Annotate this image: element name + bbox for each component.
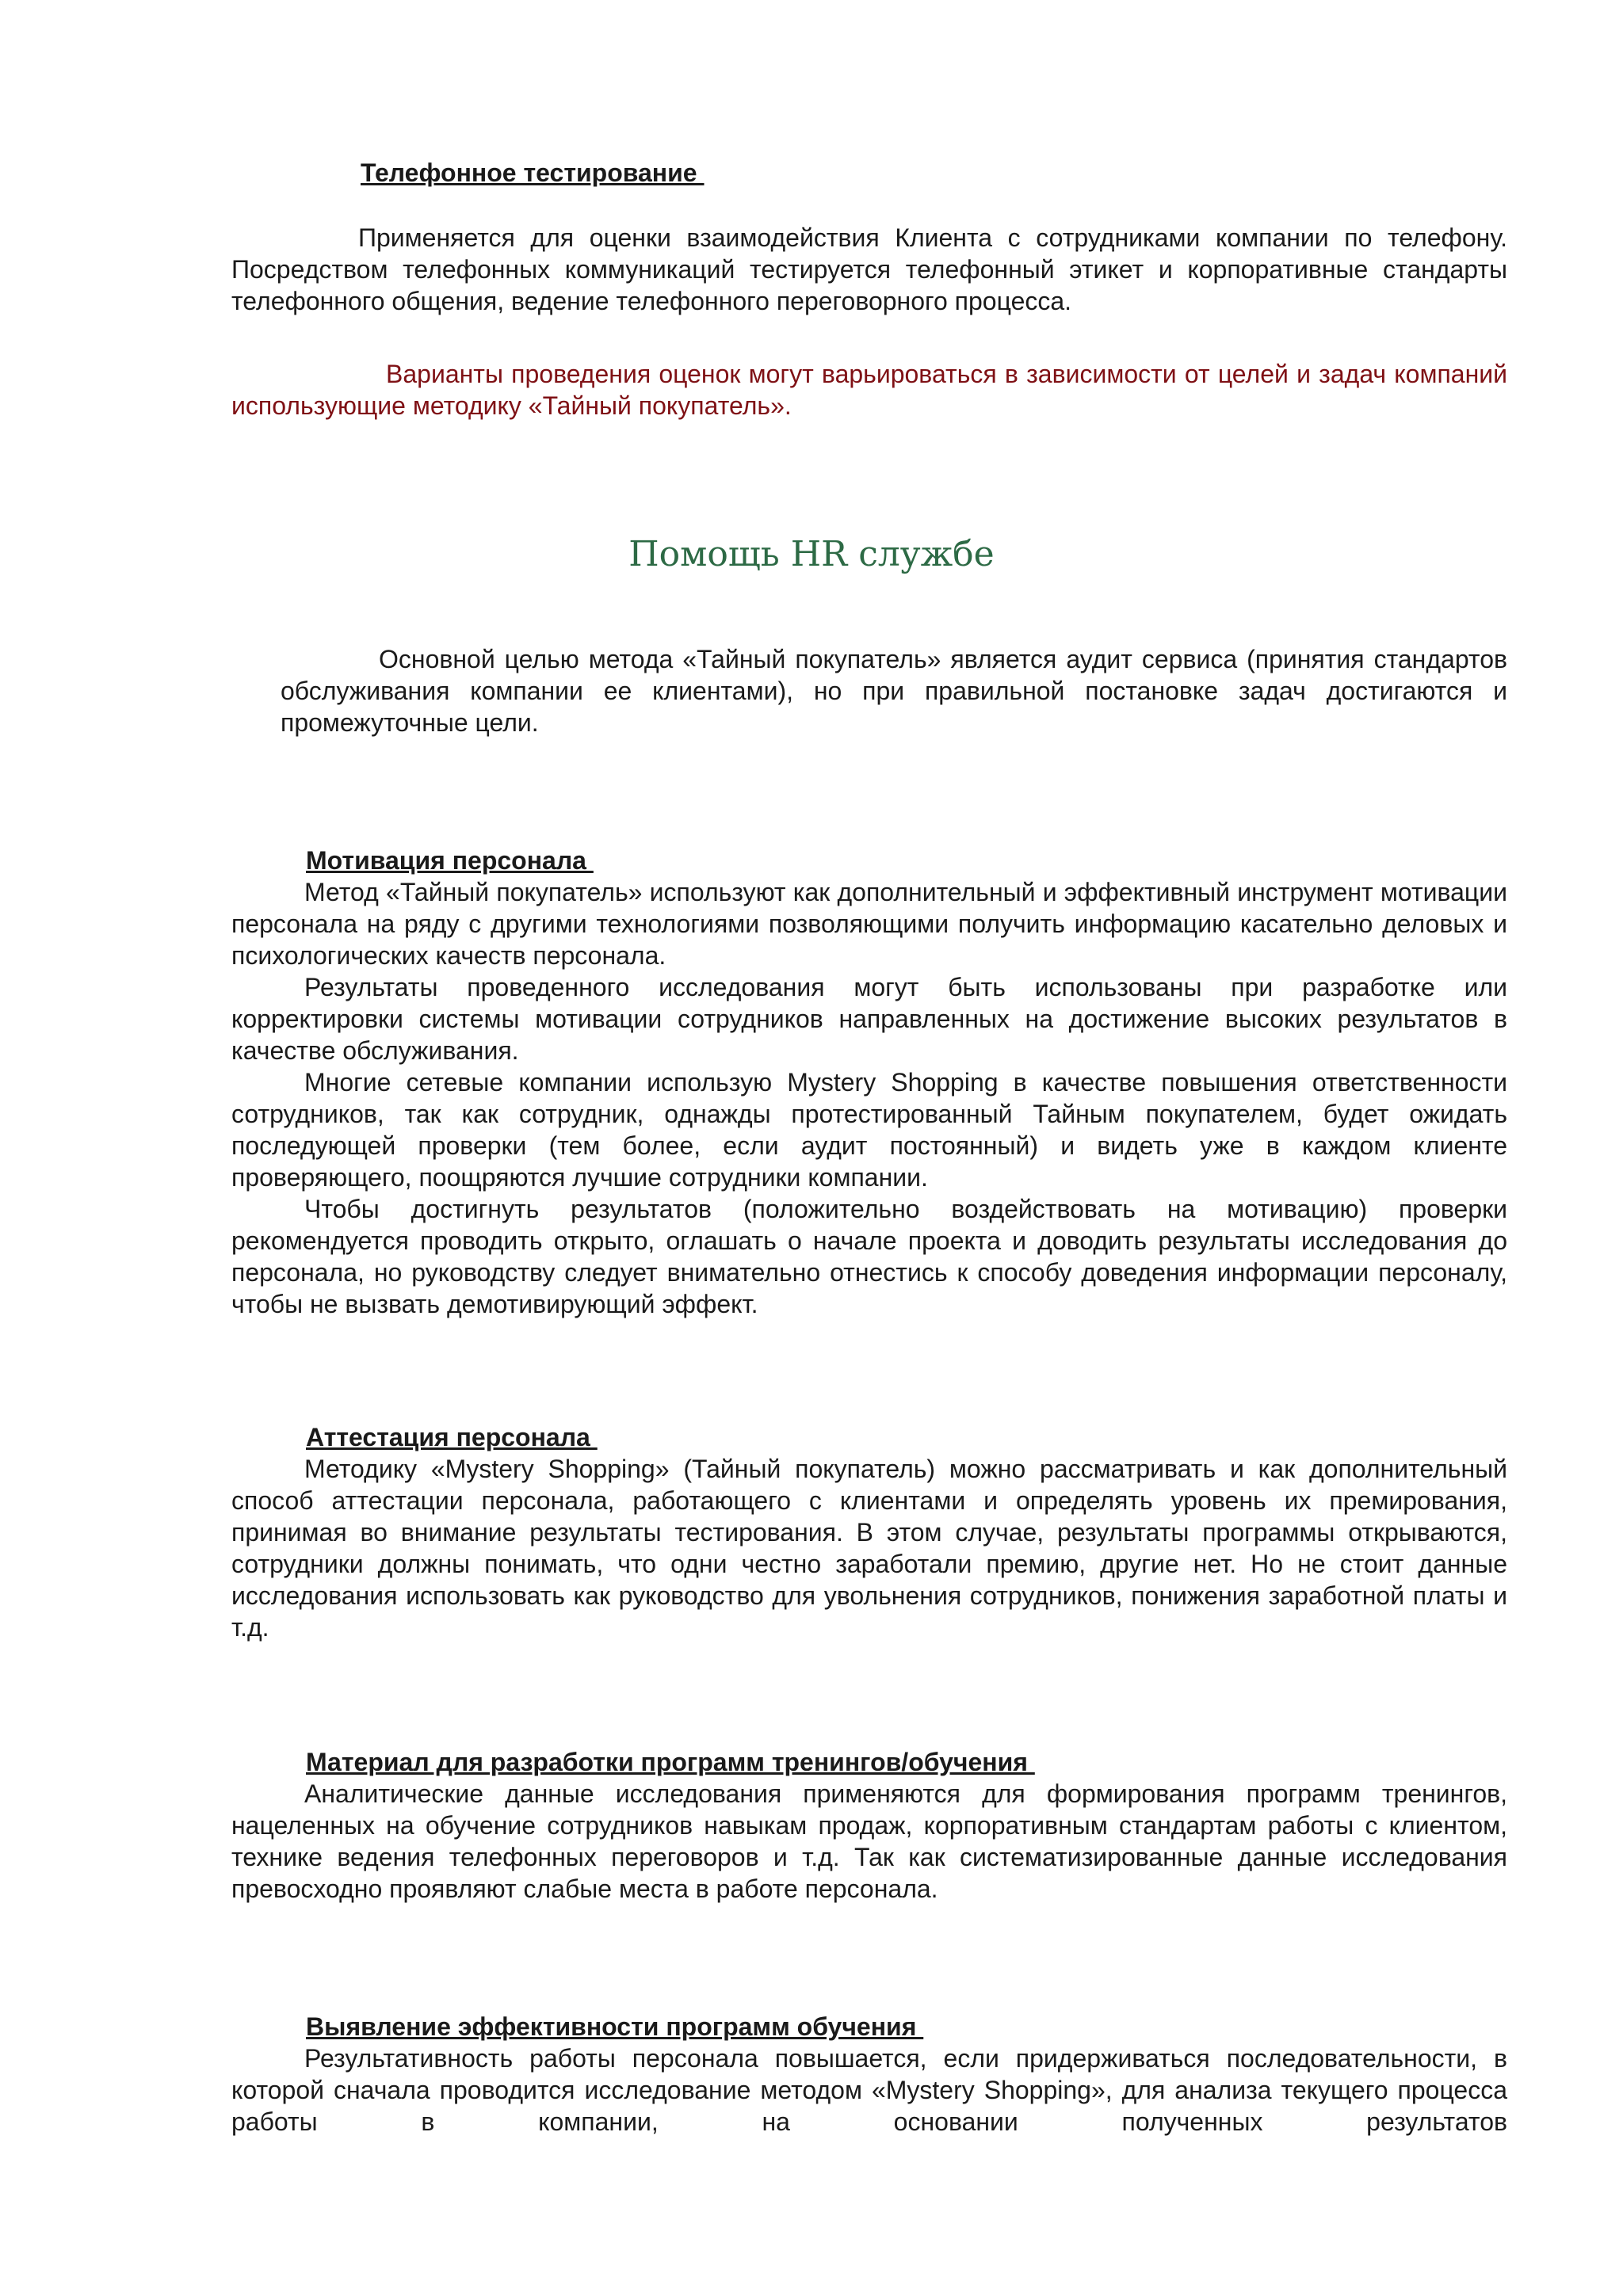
attestation-text: Методику «Mystery Shopping» (Тайный покупатель) можно рассматривать и как дополнительный способ аттестации персонала, работающего с клиентами и определять уровень их премирования, принимая во внимание результаты тестирования. В этом случае, результаты программы открываются, сотрудники должны понимать, что одни честно заработали премию, другие нет. Но не стоит данные исследования использовать как руководство для увольнения сотрудников, понижения заработной платы и т.д.: [231, 1455, 1507, 1642]
hr-intro-text: Основной целью метода «Тайный покупатель» является аудит сервиса (принятия стандартов обслуживания компании ее клиентами), но при правильной постановке задач достигаются и промежуточные цели.: [281, 645, 1507, 737]
training-efficiency-heading: Выявление эффективности программ обучения: [306, 2012, 924, 2041]
motivation-paragraph-4: Чтобы достигнуть результатов (положительно воздействовать на мотивацию) проверки рекомендуется проводить открыто, оглашать о начале проекта и доводить результаты исследования до персонала, но руководству следует внимательно отнестись к способу доведения информации персоналу, чтобы не вызвать демотивирующий эффект.: [231, 1195, 1507, 1318]
variants-note: Варианты проведения оценок могут варьироваться в зависимости от целей и задач компаний использующие методику «Тайный покупатель».: [231, 360, 1507, 420]
motivation-heading: Мотивация персонала: [306, 846, 594, 875]
hr-section-title: Помощь HR службе: [628, 534, 995, 574]
motivation-paragraph-3: Многие сетевые компании использую Mystery Shopping в качестве повышения ответственности сотрудников, так как сотрудник, однажды протестированный Тайным покупателем, будет ожидать последующей проверки (тем более, если аудит постоянный) и видеть уже в каждом клиенте проверяющего, поощряются лучшие сотрудники компании.: [231, 1068, 1507, 1192]
training-material-text: Аналитические данные исследования применяются для формирования программ тренингов, нацеленных на обучение сотрудников навыкам продаж, корпоративным стандартам работы с клиентом, технике ведения телефонных переговоров и т.д. Так как систематизированные данные исследования превосходно проявляют слабые места в работе персонала.: [231, 1779, 1507, 1903]
attestation-heading: Аттестация персонала: [306, 1423, 598, 1451]
phone-testing-heading: Телефонное тестирование: [361, 158, 705, 187]
training-efficiency-text: Результативность работы персонала повышается, если придерживаться последовательности, в которой сначала проводится исследование методом «Mystery Shopping», для анализа текущего процесса работы в компании, на основании полученных результатов: [231, 2044, 1507, 2136]
motivation-paragraph-1: Метод «Тайный покупатель» используют как дополнительный и эффективный инструмент мотивации персонала на ряду с другими технологиями позволяющими получить информацию касательно деловых и психологических качеств персонала.: [231, 878, 1507, 970]
motivation-body: [231, 876, 1507, 1320]
phone-testing-text: Применяется для оценки взаимодействия Клиента с сотрудниками компании по телефону. Посредством телефонных коммуникаций тестируется телефонный этикет и корпоративные стандарты телефонного общения, ведение телефонного переговорного процесса.: [231, 223, 1507, 315]
motivation-paragraph-2: Результаты проведенного исследования могут быть использованы при разработке или корректировки системы мотивации сотрудников направленных на достижение высоких результатов в качестве обслуживания.: [231, 973, 1507, 1065]
training-material-heading: Материал для разработки программ тренингов/обучения: [306, 1748, 1035, 1776]
